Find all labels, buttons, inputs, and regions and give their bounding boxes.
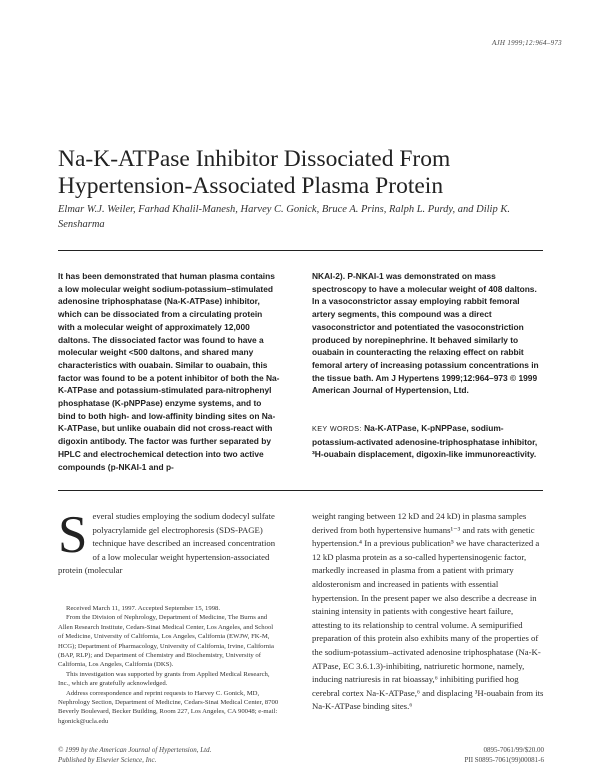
abstract-column-right: NKAI-2). P-NKAI-1 was demonstrated on mass spectroscopy to have a molecular weight of 408 daltons. In a vasoconstrictor assay employing rabbit femoral artery segments, this compound was a direct vasoconstrictor and potentiated the vasoconstriction produced by norepinephrine. It behaved similarly to ouabain in counteracting the relaxing effect on rabbit femoral artery of increasing potassium concentrations in the tissue bath. Am J Hypertens 1999;12:964–973 © 1999 American Journal of Hypertension, Ltd. [312,271,539,396]
footnotes [58,604,280,726]
keywords-label: KEY WORDS: [312,424,362,433]
title-line-2: Hypertension-Associated Plasma Protein [58,173,444,199]
keywords-text: Na-K-ATPase, K-pNPPase, sodium-potassium-activated adenosine-triphosphatase inhibitor, ³H-ouabain displacement, digoxin-like immunoreactivity. [312,423,538,460]
body-column-right: weight ranging between 12 kD and 24 kD) in plasma samples derived from both hypertensive humans¹⁻³ and rats with genetic hypertension.⁴ In a previous publication⁵ we have characterized a 12 kD plasma protein as a so-called hypertensinogenic factor, markedly increased in plasma from a patient with primary aldosteronism and increased in patients with essential hypertension. In the present paper we also describe a decrease in staining intensity in patients with congestive heart failure, attesting to its relationship to central volume. A semipurified preparation of this protein also exhibits many of the properties of the sodium-potassium–activated adenosine triphosphatase (Na-K-ATPase, EC 3.6.1.3)-inhibiting, natriuretic hormone, namely, inducing natriuresis in rat bioassay,⁶ inhibiting purified hog cerebral cortex Na-K-ATPase,⁶ and displacing ³H-ouabain from its Na-K-ATPase binding sites.⁶ [312,511,544,712]
footnote-correspondence: Address correspondence and reprint requests to Harvey C. Gonick, MD, Nephrology Section, Department of Medicine, Cedars-Sinai Medical Center, 8700 Beverly Boulevard, Becker Building, Room 227, Los Angeles, CA 90048; e-mail: hgonick@ucla.edu [58,689,279,725]
footnote-funding: This investigation was supported by grants from Applied Medical Research, Inc., which are gratefully acknowledged. [58,670,270,688]
body-column-left [58,506,280,578]
footer-copyright-line-2: Published by Elsevier Science, Inc. [58,755,157,764]
running-head: AJH 1999;12:964–973 [491,39,562,47]
footnote-affiliations: From the Division of Nephrology, Department of Medicine, The Burns and Allen Research Institute, Cedars-Sinai Medical Center, Los Angeles, and School of Medicine, University of California, Los Angeles, California (EWJW, FK-M, HCG); Department of Pharmacology, University of California, Irvine, California (BAP, RLP); and Department of Chemistry and Biochemistry, University of California, Los Angeles, California (DKS). [58,614,274,669]
footer-price-code: 0895-7061/99/$20.00 [483,746,544,754]
keywords-block [312,422,544,461]
abstract-top-rule [58,250,543,251]
abstract-bottom-rule [58,490,543,491]
footnote-received: Received March 11, 1997. Accepted September 15, 1998. [66,605,221,612]
drop-cap: S [58,506,88,564]
title-line-1: Na-K-ATPase Inhibitor Dissociated From [58,146,451,172]
footer-copyright-line-1: © 1999 by the American Journal of Hypertension, Ltd. [58,746,212,754]
footer-pii: PII S0895-7061(99)00081-6 [464,755,544,764]
abstract-column-left: It has been demonstrated that human plasma contains a low molecular weight sodium-potassium–stimulated adenosine triphosphatase (Na-K-ATPase) inhibitor, which can be dissociated from a circulating protein with a molecular weight of approximately 12,000 daltons. The dissociated factor was found to have a molecular weight <500 daltons, and shared many characteristics with ouabain. Similar to ouabain, this factor was found to be a potent inhibitor of both the Na-K-ATPase and potassium-stimulated para-nitrophenyl phosphatase (K-pNPPase) enzyme systems, and to bind to both high- and low-affinity binding sites on Na-K-ATPase, but unlike ouabain did not cross-react with digoxin antibody. The factor was further separated by HPLC and electrochemical detection into two active compounds (p-NKAI-1 and p- [58,271,280,472]
article-title [58,146,558,200]
footer-identifiers [464,746,544,765]
body-left-text: everal studies employing the sodium dodecyl sulfate polyacrylamide gel electrophoresis (SDS-PAGE) technique have described an increased concentration of a low molecular weight hypertension-associated protein (molecular [58,511,276,576]
footer-copyright [58,746,211,765]
author-list: Elmar W.J. Weiler, Farhad Khalil-Manesh, Harvey C. Gonick, Bruce A. Prins, Ralph L. Purdy, and Dilip K. Sensharma [58,204,510,230]
